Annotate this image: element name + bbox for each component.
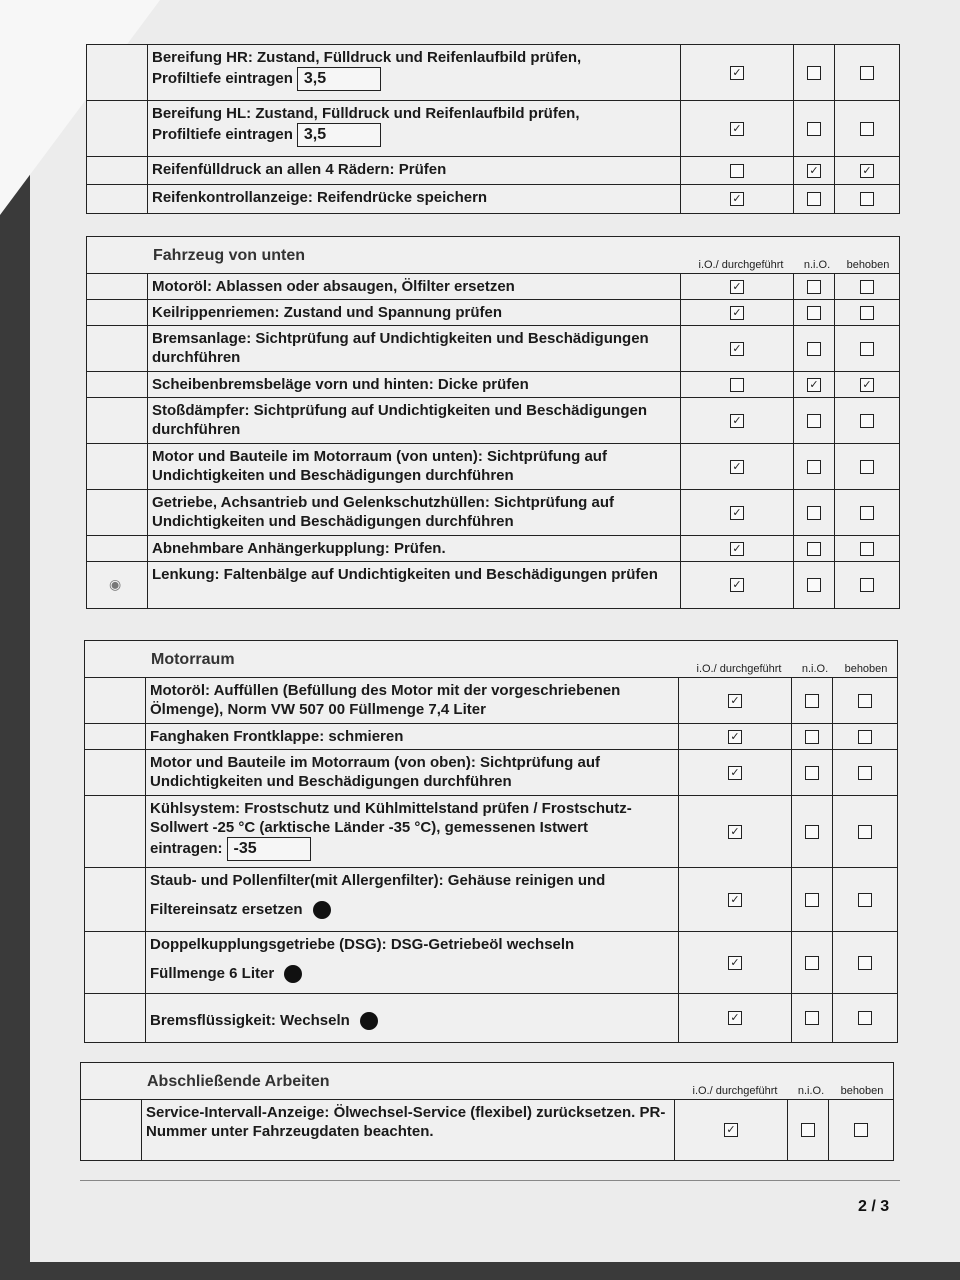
- checkbox-nio[interactable]: [807, 122, 821, 136]
- table-row: [87, 45, 899, 101]
- row-text: Reifenkontrollanzeige: Reifendrücke speichern: [148, 185, 681, 213]
- checkbox-behoben[interactable]: [860, 578, 874, 592]
- row-text: Fanghaken Frontklappe: schmieren: [146, 724, 679, 749]
- row-text-2: Profiltiefe eintragen: [152, 126, 293, 143]
- checkbox-io[interactable]: ✓: [728, 694, 742, 708]
- checkbox-behoben[interactable]: [860, 460, 874, 474]
- checkbox-io[interactable]: ✓: [730, 542, 744, 556]
- checkbox-behoben[interactable]: [858, 730, 872, 744]
- section-header: [87, 237, 899, 274]
- checkbox-nio[interactable]: [805, 956, 819, 970]
- row-text: Keilrippenriemen: Zustand und Spannung prüfen: [148, 300, 681, 325]
- checkbox-io[interactable]: ✓: [730, 342, 744, 356]
- checkbox-nio[interactable]: [807, 506, 821, 520]
- table-row: [85, 796, 897, 868]
- col-head-nio: n.i.O.: [797, 1085, 825, 1097]
- marker-dot-icon: [360, 1012, 378, 1030]
- row-text: Bereifung HL: Zustand, Fülldruck und Reifenlaufbild prüfen,: [152, 105, 580, 122]
- row-text: Stoßdämpfer: Sichtprüfung auf Undichtigkeiten und Beschädigungen durchführen: [148, 398, 681, 443]
- checkbox-nio[interactable]: [807, 414, 821, 428]
- marker-dot-icon: [284, 965, 302, 983]
- table-row: [87, 274, 899, 300]
- checkbox-nio[interactable]: [805, 766, 819, 780]
- checkbox-io[interactable]: [730, 378, 744, 392]
- row-text-2: Profiltiefe eintragen: [152, 70, 293, 87]
- table-row: [87, 300, 899, 326]
- row-text: Abnehmbare Anhängerkupplung: Prüfen.: [148, 536, 681, 561]
- checkbox-behoben[interactable]: [860, 306, 874, 320]
- checkbox-io[interactable]: ✓: [724, 1123, 738, 1137]
- checkbox-nio[interactable]: [807, 578, 821, 592]
- checkbox-behoben[interactable]: [860, 192, 874, 206]
- row-text-2: Füllmenge 6 Liter: [150, 965, 275, 982]
- checkbox-nio[interactable]: [805, 893, 819, 907]
- row-text: Motoröl: Ablassen oder absaugen, Ölfilter ersetzen: [148, 274, 681, 299]
- checkbox-io[interactable]: ✓: [730, 460, 744, 474]
- checkbox-io[interactable]: ✓: [728, 893, 742, 907]
- col-head-io: i.O./ durchgeführt: [692, 1085, 778, 1097]
- row-text: Bereifung HR: Zustand, Fülldruck und Reifenlaufbild prüfen,: [152, 49, 582, 66]
- checkbox-nio[interactable]: [807, 342, 821, 356]
- checkbox-nio[interactable]: ✓: [807, 164, 821, 178]
- checkbox-io[interactable]: ✓: [730, 122, 744, 136]
- table-row: [85, 750, 897, 796]
- checkbox-nio[interactable]: [805, 694, 819, 708]
- checkbox-behoben[interactable]: [858, 825, 872, 839]
- checkbox-behoben[interactable]: [858, 766, 872, 780]
- checkbox-behoben[interactable]: [860, 66, 874, 80]
- checkbox-nio[interactable]: [807, 192, 821, 206]
- checkbox-io[interactable]: ✓: [728, 956, 742, 970]
- checkbox-nio[interactable]: [807, 306, 821, 320]
- checkbox-io[interactable]: ✓: [730, 280, 744, 294]
- col-head-io: i.O./ durchgeführt: [698, 259, 784, 271]
- table-fahrzeug-von-unten: [86, 236, 900, 609]
- checkbox-behoben[interactable]: [860, 280, 874, 294]
- page-number: 2 / 3: [858, 1198, 890, 1215]
- col-head-behoben: behoben: [840, 1085, 884, 1097]
- table-row: [87, 444, 899, 490]
- checkbox-nio[interactable]: [805, 1011, 819, 1025]
- checkbox-nio[interactable]: [801, 1123, 815, 1137]
- table-row: [85, 678, 897, 724]
- checkbox-nio[interactable]: ✓: [807, 378, 821, 392]
- row-text: Reifenfülldruck an allen 4 Rädern: Prüfen: [148, 157, 681, 184]
- checkbox-behoben[interactable]: ✓: [860, 378, 874, 392]
- table-abschliessende-arbeiten: [80, 1062, 894, 1161]
- table-row: [87, 536, 899, 562]
- col-head-nio: n.i.O.: [801, 663, 829, 675]
- table-row: [87, 101, 899, 157]
- table-row: [85, 994, 897, 1042]
- checkbox-io[interactable]: ✓: [730, 506, 744, 520]
- marker-dot-icon: [313, 901, 331, 919]
- checkbox-behoben[interactable]: [858, 1011, 872, 1025]
- checkbox-io[interactable]: ✓: [728, 825, 742, 839]
- checkbox-io[interactable]: ✓: [730, 306, 744, 320]
- table-row: [85, 724, 897, 750]
- table-row: [87, 372, 899, 398]
- row-text: Doppelkupplungsgetriebe (DSG): DSG-Getriebeöl wechseln: [150, 936, 575, 953]
- row-text: Service-Intervall-Anzeige: Ölwechsel-Service (flexibel) zurücksetzen. PR-Nummer unter Fahrzeugdaten beachten.: [142, 1100, 675, 1160]
- checkbox-io[interactable]: ✓: [730, 66, 744, 80]
- table-row: [85, 868, 897, 932]
- checkbox-behoben[interactable]: [858, 956, 872, 970]
- row-text-2: Filtereinsatz ersetzen: [150, 901, 303, 918]
- table-motorraum: [84, 640, 898, 1043]
- checkbox-behoben[interactable]: [854, 1123, 868, 1137]
- section-header: [81, 1063, 893, 1100]
- checkbox-io[interactable]: ✓: [728, 1011, 742, 1025]
- checkbox-io[interactable]: ✓: [730, 414, 744, 428]
- section-title: Fahrzeug von unten: [153, 247, 305, 264]
- section-title: Motorraum: [151, 651, 235, 668]
- checkbox-io[interactable]: ✓: [730, 578, 744, 592]
- row-text: Motor und Bauteile im Motorraum (von oben): Sichtprüfung auf Undichtigkeiten und Beschädigungen durchführen: [146, 750, 679, 795]
- row-text-2: eintragen:: [150, 840, 223, 857]
- section-header: [85, 641, 897, 678]
- row-text-2: Bremsflüssigkeit: Wechseln: [150, 1012, 350, 1029]
- coolant-value-field[interactable]: -35: [227, 837, 311, 861]
- table-row: [87, 157, 899, 185]
- checkbox-nio[interactable]: [807, 460, 821, 474]
- table-row: [87, 185, 899, 213]
- checkbox-io[interactable]: [730, 164, 744, 178]
- col-head-nio: n.i.O.: [803, 259, 831, 271]
- checkbox-behoben[interactable]: [860, 342, 874, 356]
- checkbox-nio[interactable]: [805, 825, 819, 839]
- checkbox-nio[interactable]: [807, 66, 821, 80]
- row-text: Getriebe, Achsantrieb und Gelenkschutzhüllen: Sichtprüfung auf Undichtigkeiten und Beschädigungen durchführen: [148, 490, 681, 535]
- checkbox-behoben[interactable]: [858, 694, 872, 708]
- col-head-io: i.O./ durchgeführt: [696, 663, 782, 675]
- footer-divider: [80, 1180, 900, 1181]
- checkbox-behoben[interactable]: [858, 893, 872, 907]
- table-row: [85, 932, 897, 994]
- row-text: Motoröl: Auffüllen (Befüllung des Motor mit der vorgeschriebenen Ölmenge), Norm VW 507 00 Füllmenge 7,4 Liter: [146, 678, 679, 723]
- col-head-behoben: behoben: [846, 259, 890, 271]
- profile-depth-field[interactable]: 3,5: [297, 123, 381, 147]
- checkbox-behoben[interactable]: [860, 506, 874, 520]
- checkbox-nio[interactable]: [807, 280, 821, 294]
- profile-depth-field[interactable]: 3,5: [297, 67, 381, 91]
- row-text: Staub- und Pollenfilter(mit Allergenfilter): Gehäuse reinigen und: [150, 872, 606, 889]
- table-row: [87, 326, 899, 372]
- table-row: [87, 398, 899, 444]
- checkbox-behoben[interactable]: ✓: [860, 164, 874, 178]
- row-text: Bremsanlage: Sichtprüfung auf Undichtigkeiten und Beschädigungen durchführen: [148, 326, 681, 371]
- checkbox-nio[interactable]: [805, 730, 819, 744]
- table-tyres: [86, 44, 900, 214]
- row-text: Motor und Bauteile im Motorraum (von unten): Sichtprüfung auf Undichtigkeiten und Beschädigungen durchführen: [148, 444, 681, 489]
- table-row: [87, 562, 899, 608]
- checkbox-behoben[interactable]: [860, 122, 874, 136]
- table-row: [81, 1100, 893, 1160]
- section-title: Abschließende Arbeiten: [147, 1073, 330, 1090]
- row-text: Lenkung: Faltenbälge auf Undichtigkeiten und Beschädigungen prüfen: [148, 562, 681, 608]
- checkbox-io[interactable]: ✓: [730, 192, 744, 206]
- col-head-behoben: behoben: [844, 663, 888, 675]
- eye-icon: ◉: [109, 576, 122, 592]
- checkbox-nio[interactable]: [807, 542, 821, 556]
- row-text: Kühlsystem: Frostschutz und Kühlmittelstand prüfen / Frostschutz-Sollwert -25 °C (arktische Länder -35 °C), gemessenen Istwert: [150, 800, 632, 836]
- table-row: [87, 490, 899, 536]
- checkbox-io[interactable]: ✓: [728, 766, 742, 780]
- checkbox-io[interactable]: ✓: [728, 730, 742, 744]
- checkbox-behoben[interactable]: [860, 414, 874, 428]
- row-text: Scheibenbremsbeläge vorn und hinten: Dicke prüfen: [148, 372, 681, 397]
- checkbox-behoben[interactable]: [860, 542, 874, 556]
